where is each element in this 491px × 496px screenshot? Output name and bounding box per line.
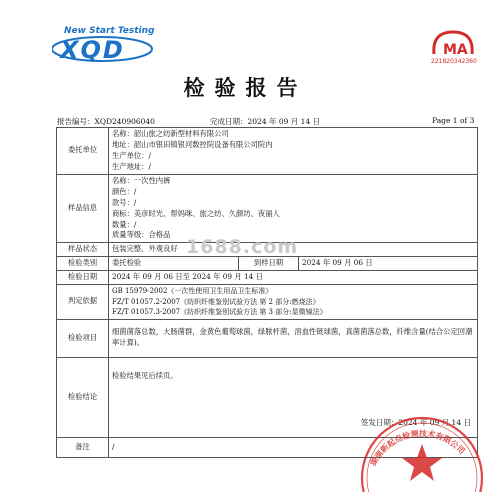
company-logo xyxy=(52,22,162,66)
sample-info xyxy=(109,174,478,243)
standard-1: GB 15979-2002《一次性使用卫生用品卫生标准》 xyxy=(112,287,273,296)
producer-address: 生产地址：/ xyxy=(112,161,151,171)
conclusion-text: 检验结果见后续页。 xyxy=(112,370,178,380)
page-indicator: Page 1 of 3 xyxy=(432,116,475,125)
completion-date: 完成日期：2024 年 09 月 14 日 xyxy=(210,117,321,126)
sign-prefix: 签发日期： xyxy=(360,418,399,428)
sample-quantity: 数量：/ xyxy=(112,219,137,229)
standard-3: FZ/T 01057.3-2007《纺织纤维鉴别试验方法 第 3 部分:显微镜法》 xyxy=(112,308,327,317)
cma-letters: MA xyxy=(443,42,468,58)
logo-tagline: New Start Testing xyxy=(64,26,155,36)
client-name: 名称：韶山旅之纺新型材料有限公司 xyxy=(112,129,229,138)
watermark: 1688.com xyxy=(186,236,299,258)
basis-label: 判定依据 xyxy=(57,285,109,320)
items-value: 细菌菌落总数，大肠菌群，金黄色葡萄球菌，绿脓杆菌，溶血性链球菌，真菌菌落总数，纤维含量(结合公定回潮率计算)。 xyxy=(109,319,478,357)
sample-style: 款号：/ xyxy=(112,197,137,207)
sample-brand: 商标：美彦时光、帮妈咪、旅之纺、久颜坊、夜丽人 xyxy=(112,208,280,218)
status-value: 包装完整、外观良好 xyxy=(109,243,478,257)
cma-number: 221820342360 xyxy=(431,58,477,65)
date-value: 2024 年 09 月 06 日至 2024 年 09 月 14 日 xyxy=(109,271,478,285)
type-row xyxy=(57,257,478,271)
type-label: 检验类别 xyxy=(57,257,109,271)
basis-row xyxy=(57,285,478,320)
client-label: 委托单位 xyxy=(57,128,109,175)
status-label: 样品状态 xyxy=(57,243,109,257)
sample-row xyxy=(57,174,478,243)
arrival-date: 2024 年 09 月 06 日 xyxy=(299,257,478,271)
seal-text: 湖南新起点检测技术有限公司 xyxy=(367,428,468,468)
type-value: 委托检验 xyxy=(109,257,239,271)
standard-2: FZ/T 01057.2-2007《纺织纤维鉴别试验方法 第 2 部分:燃烧法》 xyxy=(112,297,320,306)
cma-mark xyxy=(428,28,478,66)
items-row xyxy=(57,319,478,357)
sign-date: 2024 年 09 月 14 日 xyxy=(398,418,471,428)
sample-label: 样品信息 xyxy=(57,174,109,243)
date-label: 检验日期 xyxy=(57,271,109,285)
basis-info xyxy=(109,285,478,320)
producer: 生产单位：/ xyxy=(112,150,151,160)
date-row xyxy=(57,271,478,285)
client-address: 地址：韶山市银田镇银河数控院设备有限公司院内 xyxy=(112,139,273,149)
client-row xyxy=(57,128,478,175)
remark-label: 备注 xyxy=(57,437,109,457)
remark-value: / xyxy=(109,437,478,457)
conclusion-label: 检验结论 xyxy=(57,357,109,437)
sample-color: 颜色：/ xyxy=(112,186,137,196)
items-label: 检验项目 xyxy=(57,319,109,357)
client-info xyxy=(109,128,478,175)
logo-mark: XQD xyxy=(60,36,125,64)
report-number: 报告编号：XQD240906040 xyxy=(57,117,155,126)
official-seal xyxy=(356,396,488,492)
sample-grade: 质量等级：合格品 xyxy=(112,230,171,240)
arrival-label: 到样日期 xyxy=(239,257,299,271)
report-title: 检验报告 xyxy=(183,75,308,100)
sample-name: 名称：一次性内裤 xyxy=(112,175,171,185)
